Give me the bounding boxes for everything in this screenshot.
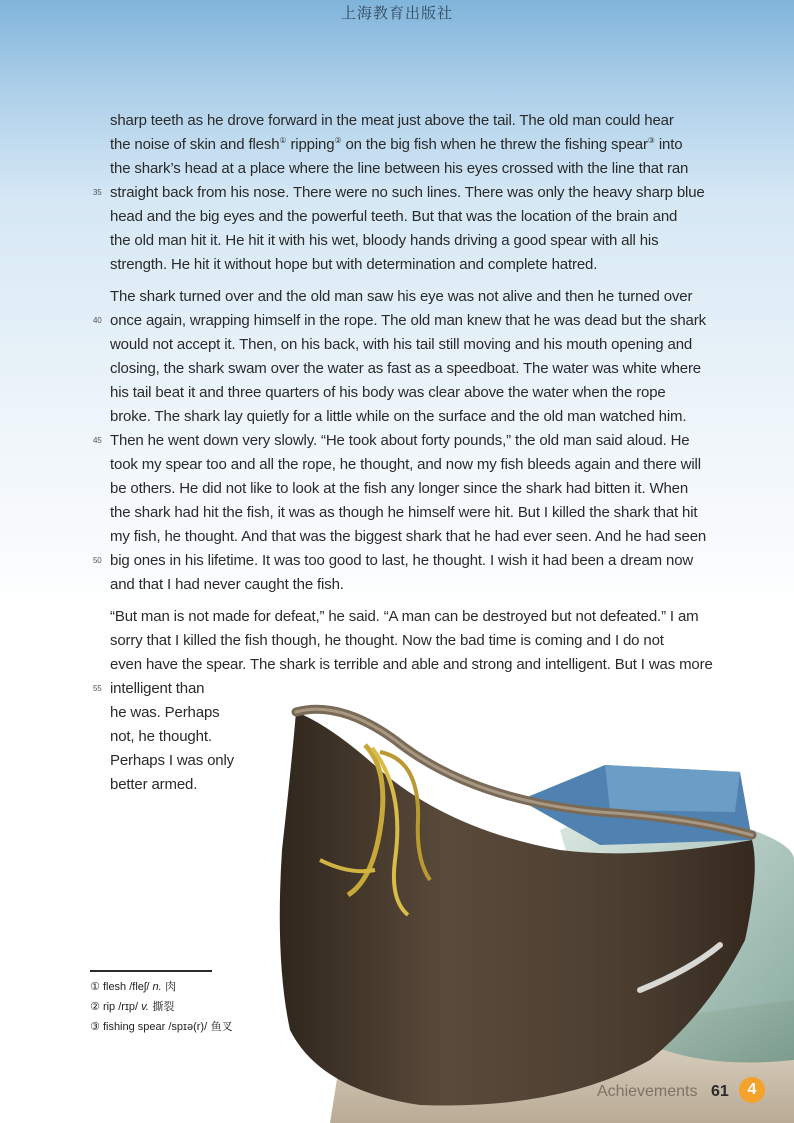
text-line: 55 intelligent than [110, 677, 730, 701]
text-line: The shark turned over and the old man saw his eye was not alive and then he turned over [110, 288, 693, 305]
text-line: “But man is not made for defeat,” he said. “A man can be destroyed but not defeated.” I am [110, 608, 699, 625]
footnote-marker: ② [334, 136, 342, 145]
publisher-header: 上海教育出版社 [340, 4, 453, 22]
text-line: sharp teeth as he drove forward in the meat just above the tail. The old man could hear [110, 112, 674, 129]
text-line: 45 Then he went down very slowly. “He took about forty pounds,” the old man said aloud. He [110, 429, 730, 453]
line-number: 40 [93, 316, 102, 325]
footnote-divider [90, 970, 212, 972]
story-text [93, 109, 730, 797]
text-line: head and the big eyes and the powerful teeth. But that was the location of the brain and [110, 208, 678, 225]
text-line: my fish, he thought. And that was the biggest shark that he had ever seen. And he had seen [110, 528, 707, 545]
paragraph [93, 109, 730, 277]
text-line: and that I had never caught the fish. [110, 576, 344, 593]
text-line: 50 big ones in his lifetime. It was too good to last, he thought. I wish it had been a dream now [110, 549, 730, 573]
footnote-item: ② rip /rɪp/ v. 撕裂 [90, 1000, 175, 1013]
paragraph [93, 605, 730, 797]
line-number: 35 [93, 188, 102, 197]
text-line: took my spear too and all the rope, he thought, and now my fish bleeds again and there will [110, 456, 701, 473]
footnote-item: ③ fishing spear /spɪə(r)/ 鱼叉 [90, 1020, 233, 1033]
text-line: the shark had hit the fish, it was as though he himself were hit. But I killed the shark that hit [110, 504, 698, 521]
footnote-marker: ① [279, 136, 287, 145]
text-line: strength. He hit it without hope but with determination and complete hatred. [110, 256, 598, 273]
text-line: his tail beat it and three quarters of his body was clear above the water when the rope [110, 384, 666, 401]
text-line: broke. The shark lay quietly for a little while on the surface and the old man watched him. [110, 408, 687, 425]
text-line: would not accept it. Then, on his back, with his tail still moving and his mouth opening and [110, 336, 693, 353]
text-line: 35 straight back from his nose. There were no such lines. There was only the heavy sharp blue [110, 181, 730, 205]
text-line: be others. He did not like to look at the fish any longer since the shark had bitten it. When [110, 480, 689, 497]
text-line: sorry that I killed the fish though, he thought. Now the bad time is coming and I do not [110, 632, 664, 649]
unit-badge: 4 [739, 1077, 765, 1103]
footnotes [90, 977, 233, 1037]
text-line: not, he thought. [110, 728, 212, 745]
footer-section-label: Achievements [597, 1083, 698, 1100]
paragraph [93, 285, 730, 597]
line-number: 50 [93, 556, 102, 565]
footnote-marker: ③ [647, 136, 655, 145]
text-line: the old man hit it. He hit it with his wet, bloody hands driving a good spear with all his [110, 232, 659, 249]
text-line: even have the spear. The shark is terrible and able and strong and intelligent. But I was more [110, 656, 713, 673]
text-line: the noise of skin and flesh① ripping② on the big fish when he threw the fishing spear③ into [110, 136, 683, 153]
text-line: 40 once again, wrapping himself in the rope. The old man knew that he was dead but the shark [110, 309, 730, 333]
text-line: Perhaps I was only [110, 752, 235, 769]
text-line: he was. Perhaps [110, 704, 220, 721]
text-line: closing, the shark swam over the water as fast as a speedboat. The water was white where [110, 360, 701, 377]
line-number: 55 [93, 684, 102, 693]
line-number: 45 [93, 436, 102, 445]
page-number: 61 [711, 1083, 729, 1100]
footnote-item: ① flesh /fleʃ/ n. 肉 [90, 980, 177, 993]
text-line: the shark’s head at a place where the line between his eyes crossed with the line that ran [110, 160, 689, 177]
text-line: better armed. [110, 776, 198, 793]
